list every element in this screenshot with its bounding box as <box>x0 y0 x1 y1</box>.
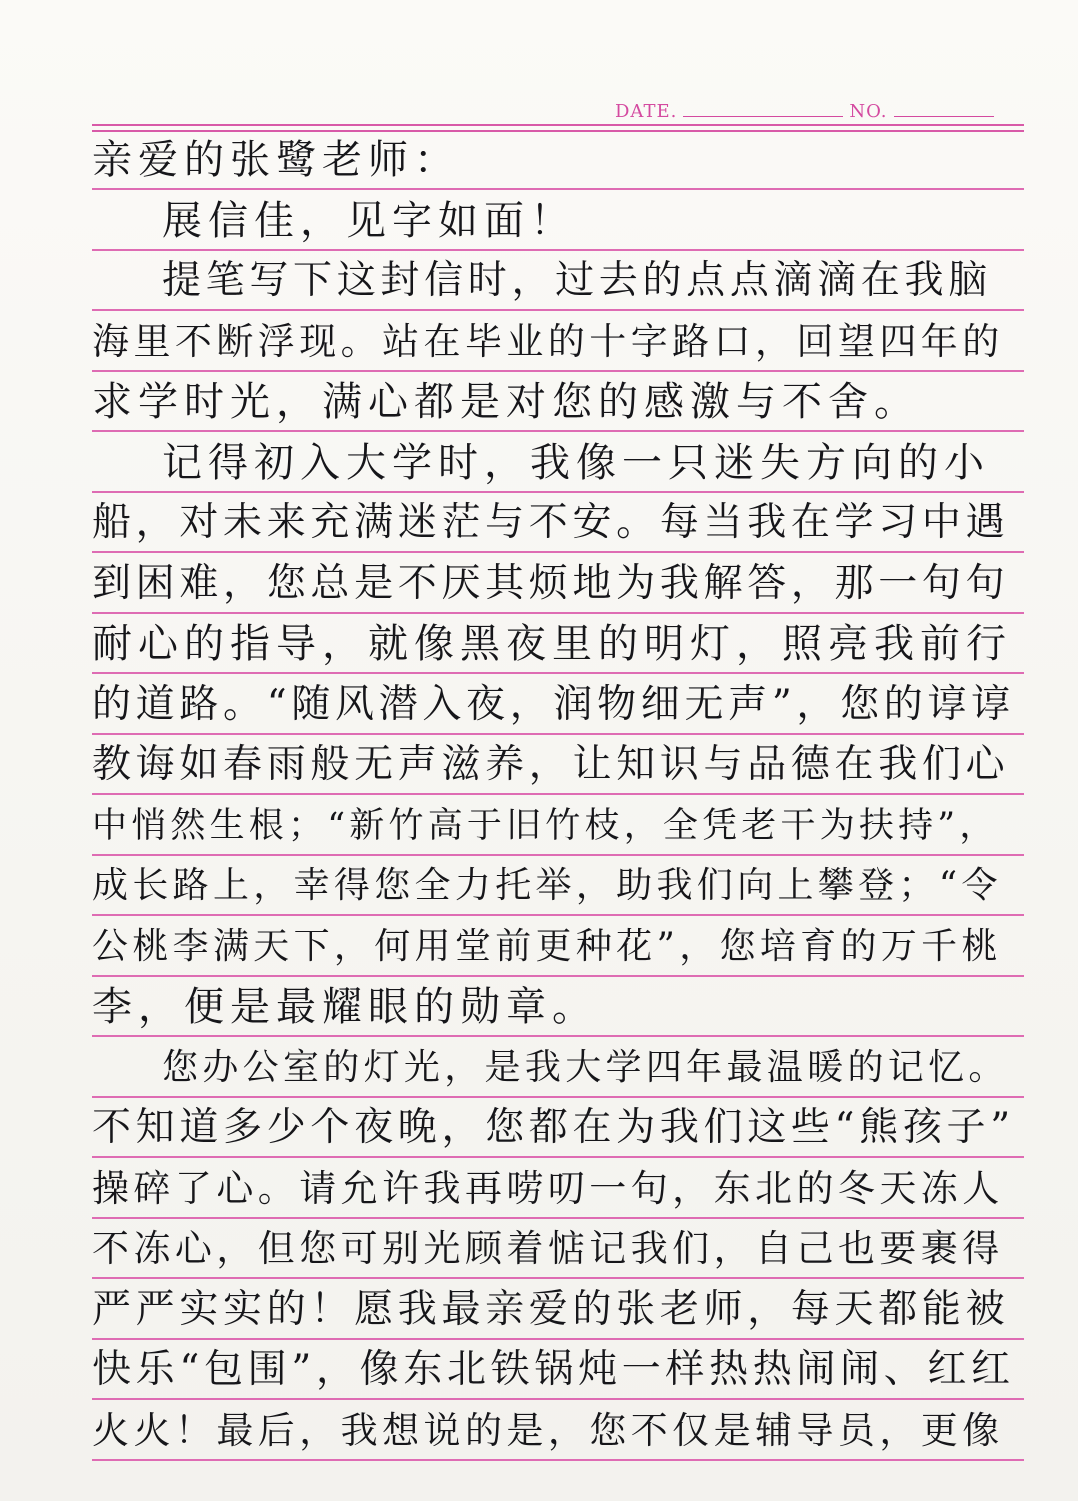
ruled-line <box>92 854 1024 856</box>
ruled-line <box>92 975 1024 977</box>
ruled-line <box>92 309 1024 311</box>
letter-line: 不冻心，但您可别光顾着惦记我们，自己也要裹得 <box>92 1227 1004 1270</box>
no-blank <box>894 115 994 117</box>
ruled-line <box>92 249 1024 251</box>
page-header <box>615 96 1000 122</box>
letter-line: 船，对未来充满迷茫与不安。每当我在学习中遇 <box>92 500 1010 545</box>
letter-line: 记得初入大学时，我像一只迷失方向的小 <box>162 440 990 486</box>
letter-line: 展信佳，见字如面！ <box>162 198 576 244</box>
ruled-line <box>92 733 1024 735</box>
letter-line: 操碎了心。请允许我再唠叨一句，东北的冬天冻人 <box>92 1167 1004 1210</box>
date-label: DATE. <box>615 101 678 122</box>
ruled-line <box>92 914 1024 916</box>
ruled-line <box>92 491 1024 493</box>
letter-line: 求学时光，满心都是对您的感激与不舍。 <box>92 379 920 425</box>
letter-line: 到困难，您总是不厌其烦地为我解答，那一句句 <box>92 561 1010 606</box>
letter-line: 中悄然生根；“新竹高于旧竹枝，全凭老干为扶持”， <box>92 806 999 846</box>
ruled-line <box>92 1338 1024 1340</box>
letter-line: 耐心的指导，就像黑夜里的明灯，照亮我前行 <box>92 621 1012 667</box>
letter-line: 教诲如春雨般无声滋养，让知识与品德在我们心 <box>92 742 1010 787</box>
ruled-line <box>92 672 1024 674</box>
ruled-line <box>92 1096 1024 1098</box>
ruled-line <box>92 1035 1024 1037</box>
letter-line: 不知道多少个夜晚，您都在为我们这些“熊孩子” <box>92 1105 1015 1150</box>
ruled-line <box>92 612 1024 614</box>
ruled-line <box>92 551 1024 553</box>
date-blank <box>683 115 843 117</box>
letter-line: 公桃李满天下，何用堂前更种花”，您培育的万千桃 <box>92 926 1002 967</box>
no-label: NO. <box>849 101 888 122</box>
letter-line: 亲爱的张鹭老师： <box>92 137 460 183</box>
ruled-line <box>92 1459 1024 1461</box>
letter-line: 海里不断浮现。站在毕业的十字路口，回望四年的 <box>92 320 1004 363</box>
letter-line: 快乐“包围”，像东北铁锅炖一样热热闹闹、红红 <box>92 1347 1015 1392</box>
ruled-line <box>92 1277 1024 1279</box>
ruled-line <box>92 430 1024 432</box>
ruled-line <box>92 188 1024 190</box>
letter-line: 您办公室的灯光，是我大学四年最温暖的记忆。 <box>162 1047 1009 1088</box>
ruled-line <box>92 1156 1024 1158</box>
ruled-line <box>92 370 1024 372</box>
ruled-line <box>92 1398 1024 1400</box>
letter-line: 的道路。“随风潜入夜，润物细无声”，您的谆谆 <box>92 682 1015 727</box>
letter-line: 提笔写下这封信时，过去的点点滴滴在我脑 <box>162 258 992 303</box>
letter-line: 成长路上，幸得您全力托举，助我们向上攀登；“令 <box>92 865 1002 906</box>
letter-line: 李，便是最耀眼的勋章。 <box>92 984 598 1030</box>
ruled-line <box>92 793 1024 795</box>
ruled-line <box>92 1217 1024 1219</box>
letter-line: 严严实实的！愿我最亲爱的张老师，每天都能被 <box>92 1287 1010 1332</box>
letter-line: 火火！最后，我想说的是，您不仅是辅导员，更像 <box>92 1409 1004 1452</box>
header-rule <box>92 124 1024 126</box>
